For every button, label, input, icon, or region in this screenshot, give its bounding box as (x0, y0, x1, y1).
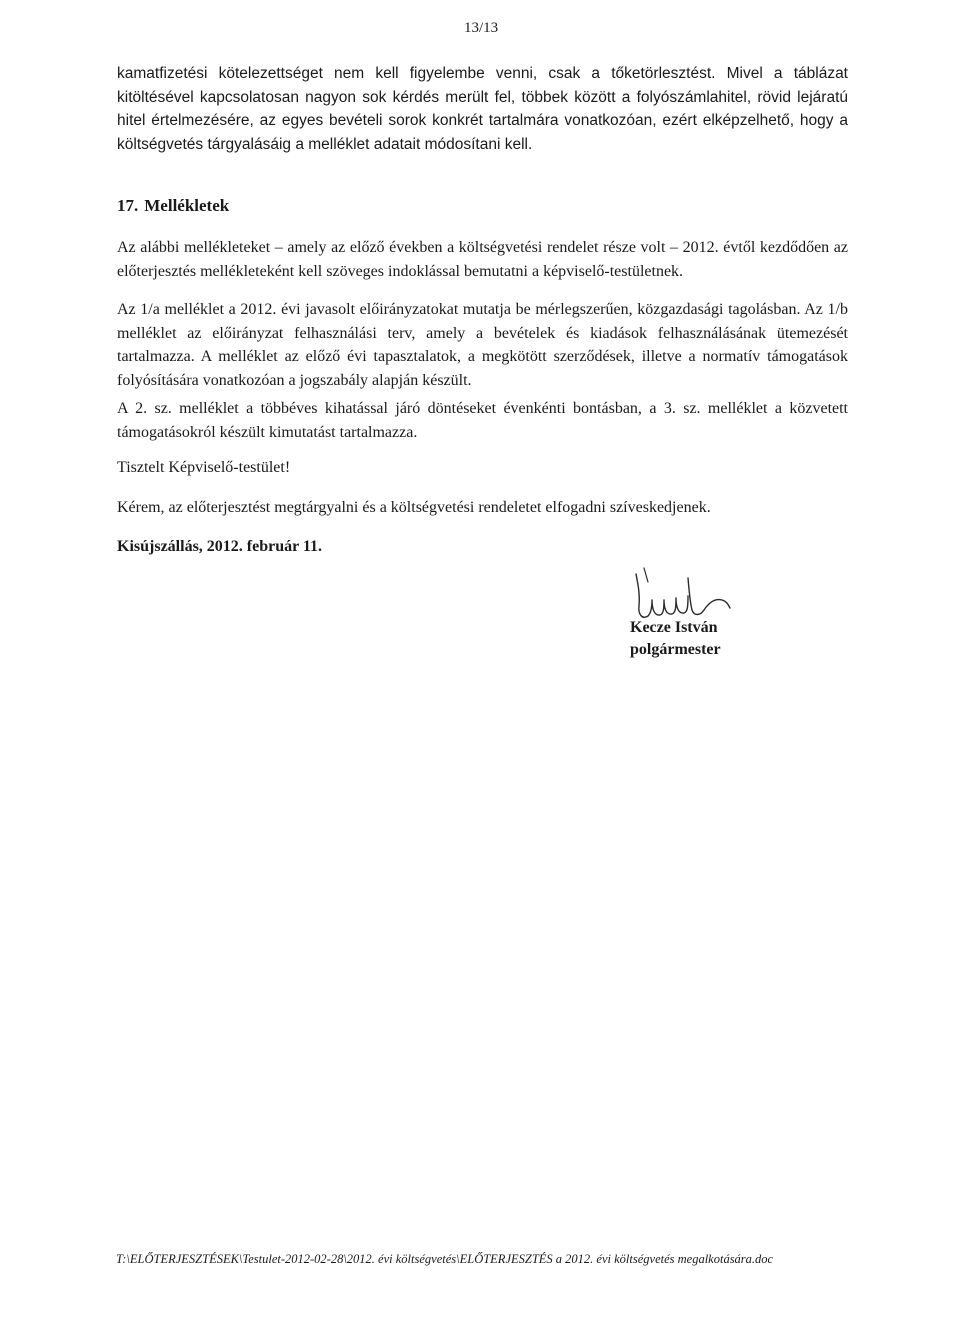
footer-file-path: T:\ELŐTERJESZTÉSEK\Testulet-2012-02-28\2012. évi költségvetés\ELŐTERJESZTÉS a 2012. évi költségvetés megalkotására.doc (116, 1252, 774, 1266)
place-and-date: Kisújszállás, 2012. február 11. (117, 538, 323, 555)
section-heading (117, 196, 229, 216)
salutation: Tisztelt Képviselő-testület! (117, 459, 291, 476)
annex-2-3-paragraph: A 2. sz. melléklet a többéves kihatással járó döntéseket évenkénti bontásban, a 3. sz. melléklet a közvetett támogatásokról készült kimutatást tartalmazza. (117, 400, 848, 441)
section-number: 17. (117, 196, 139, 215)
signature-block (630, 560, 830, 658)
signer-title: polgármester (630, 641, 721, 658)
annex-intro-paragraph: Az alábbi mellékleteket – amely az előző években a költségvetési rendelet része volt – 2012. évtől kezdődően az előterjesztés mellékleteként kell szöveges indoklással bemutatni a képviselő-testületnek. (117, 239, 848, 280)
request-sentence: Kérem, az előterjesztést megtárgyalni és a költségvetési rendeletet elfogadni szíveskedjenek. (117, 499, 711, 516)
annex-1-paragraph: Az 1/a melléklet a 2012. évi javasolt előirányzatokat mutatja be mérlegszerűen, közgazdasági tagolásban. Az 1/b melléklet az előirányzat felhasználási terv, amely a bevételek és kiadások felhasználásának ütemezését tartalmazza. A melléklet az előző évi tapasztalatok, a megkötött szerződések, illetve a normatív támogatások folyósítására vonatkozóan a jogszabály alapján készült. (117, 301, 848, 389)
signer-name: Kecze István (630, 619, 718, 636)
section-title: Mellékletek (144, 196, 230, 215)
page-number: 13/13 (464, 20, 499, 36)
intro-paragraph: kamatfizetési kötelezettséget nem kell figyelembe venni, csak a tőketörlesztést. Mivel a táblázat kitöltésével kapcsolatosan nagyon sok kérdés merült fel, többek között a folyószámlahitel, rövid lejáratú hitel értelmezésére, az egyes bevételi sorok konkrét tartalmára vonatkozóan, ezért elképzelhető, hogy a költségvetés tárgyalásáig a melléklet adatait módosítani kell. (117, 65, 848, 153)
